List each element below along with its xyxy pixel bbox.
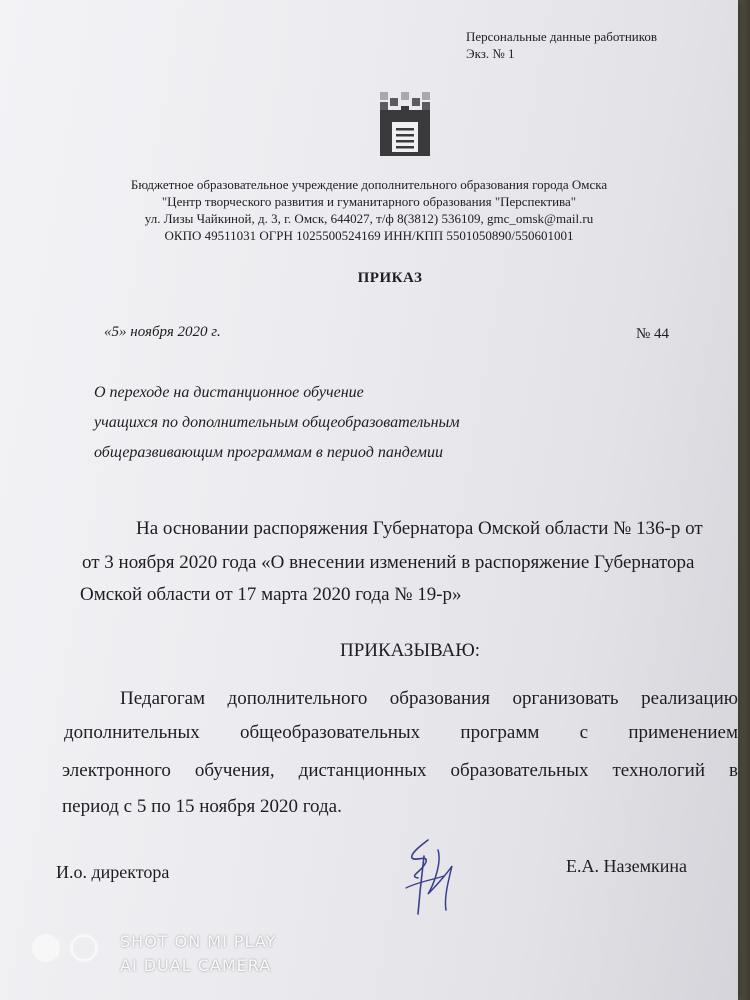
order-word-item: Педагогам — [120, 688, 206, 709]
order-word-item: организовать — [512, 688, 619, 709]
order-word-item: в — [729, 760, 738, 781]
document-title: ПРИКАЗ — [357, 270, 423, 286]
basis-paragraph-line: Омской области от 17 марта 2020 года № 19-р» — [80, 584, 462, 605]
personal-data-note — [466, 28, 657, 62]
order-word-item: применением — [628, 722, 738, 743]
outlined-circle-icon — [70, 934, 98, 962]
organization-name: Бюджетное образовательное учреждение дополнительного образования города Омска — [130, 177, 608, 192]
order-word-item: технологий — [612, 760, 706, 781]
signatory-name: Е.А. Наземкина — [566, 856, 687, 876]
order-word-item: электронного — [62, 760, 171, 781]
basis-paragraph-line: На основании распоряжения Губернатора Омской области № 136-р от — [136, 518, 703, 539]
order-subject-line: О переходе на дистанционное обучение — [94, 384, 364, 401]
order-word-item: дистанционных — [298, 760, 427, 781]
copy-number: Экз. № 1 — [466, 46, 515, 61]
order-date: «5» ноября 2020 г. — [104, 324, 221, 340]
order-text-line — [62, 760, 738, 782]
order-word: ПРИКАЗЫВАЮ: — [340, 640, 481, 661]
signatory-position: И.о. директора — [56, 862, 170, 882]
fortress-logo-icon — [376, 92, 434, 156]
organization-center-name: "Центр творческого развития и гуманитарного образования "Перспектива" — [161, 194, 577, 209]
order-subject-line: учащихся по дополнительным общеобразовательным — [94, 414, 460, 431]
order-text-line — [64, 722, 738, 744]
order-word-item: образования — [389, 688, 491, 709]
order-word-item: образовательных — [450, 760, 589, 781]
order-text-line: период с 5 по 15 ноября 2020 года. — [62, 796, 342, 817]
order-word-item: реализацию — [641, 688, 738, 709]
organization-address: ул. Лизы Чайкиной, д. 3, г. Омск, 644027, т/ф 8(3812) 536109, gmc_omsk@mail.ru — [144, 211, 594, 226]
order-word-item: обучения, — [194, 760, 275, 781]
basis-paragraph-line: от 3 ноября 2020 года «О внесении изменений в распоряжение Губернатора — [82, 552, 695, 573]
personal-data-label: Персональные данные работников — [466, 29, 658, 44]
order-number: № 44 — [636, 326, 670, 342]
order-text-line — [120, 688, 738, 710]
order-word-item: общеобразовательных — [239, 722, 421, 743]
order-word-item: дополнительных — [64, 722, 200, 743]
watermark-line: SHOT ON MI PLAY — [120, 932, 277, 951]
organization-registration-codes: ОКПО 49511031 ОГРН 1025500524169 ИНН/КПП 5501050890/550601001 — [164, 228, 574, 243]
watermark-line: AI DUAL CAMERA — [120, 956, 272, 975]
order-word-item: программ — [460, 722, 540, 743]
handwritten-signature — [398, 832, 468, 918]
filled-circle-icon — [32, 934, 60, 962]
order-subject-line: общеразвивающим программам в период пандемии — [94, 444, 443, 461]
order-word-item: с — [579, 722, 589, 743]
order-word-item: дополнительного — [227, 688, 368, 709]
